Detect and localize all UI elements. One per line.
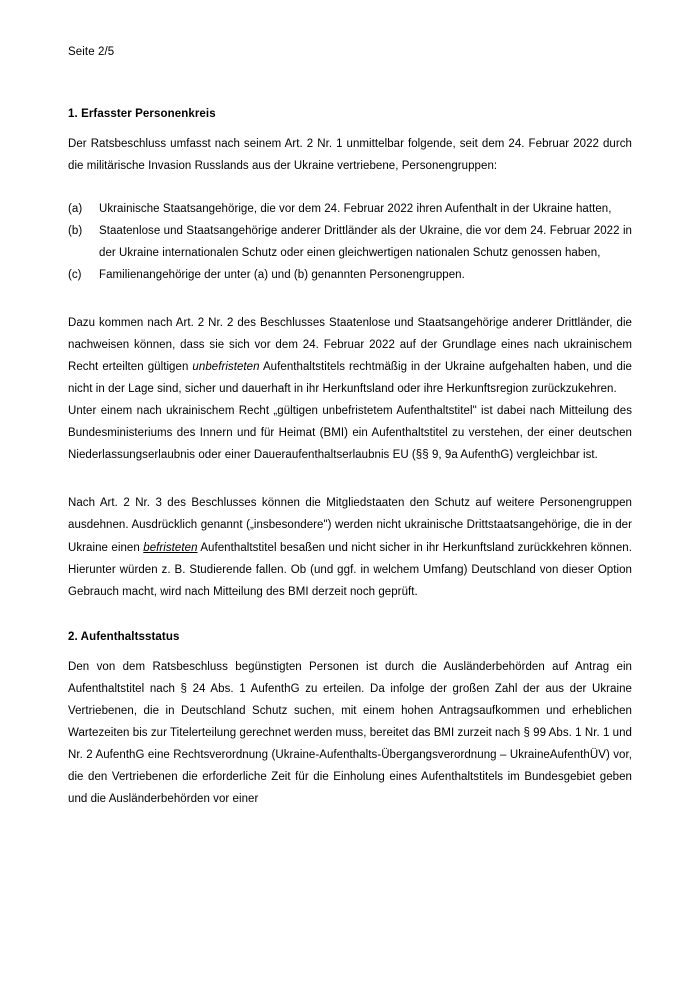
list-item <box>68 264 632 286</box>
list-item-label: Staatenlose und Staatsangehörige anderer Drittländer als der Ukraine, die vor dem 24. Februar 2022 in der Ukraine internationalen Schutz oder einen gleichwertigen nationalen Schutz genossen haben, <box>99 224 632 259</box>
list-item-marker: (b) <box>68 224 83 237</box>
section-1-paragraph-3: Unter einem nach ukrainischem Recht „gültigen unbefristetem Aufenthaltstitel" ist dabei nach Mitteilung des Bundesministeriums des Innern und für Heimat (BMI) ein Aufenthaltstitel zu verstehen, der einer deutschen Niederlassungserlaubnis oder einer Daueraufenthaltserlaubnis EU (§§ 9, 9a AufenthG) vergleichbar ist. <box>68 405 632 462</box>
list-item-label: Ukrainische Staatsangehörige, die vor dem 24. Februar 2022 ihren Aufenthalt in der Ukraine hatten, <box>99 202 612 215</box>
list-item-label: Familienangehörige der unter (a) und (b) genannten Personengruppen. <box>99 268 465 281</box>
paragraph-text-part: Dazu kommen nach Art. 2 Nr. 2 des Beschlusses Staatenlose und Staatsangehörige anderer Drittländer, die nachweisen können, dass sie sich vor dem 24. Februar 2022 auf der Grundlage eines nach ukrainischem Recht erteilten gültigen <box>68 316 632 373</box>
paragraph-text-part: Aufenthaltstitels rechtmäßig in der Ukraine aufgehalten haben, und die nicht in der Lage sind, sicher und dauerhaft in ihr Herkunftsland oder ihre Herkunftsregion zurückzukehren. <box>68 360 632 396</box>
spacer <box>68 466 632 492</box>
section-1-paragraph-4 <box>68 492 632 602</box>
emphasis-unbefristeten: unbefristeten <box>192 360 260 373</box>
section-heading-1: 1. Erfasster Personenkreis <box>68 108 216 121</box>
list-item <box>68 220 632 264</box>
list-item-marker: (c) <box>68 268 82 281</box>
spacer <box>68 603 632 629</box>
paragraph-text-part: Aufenthaltstitel besaßen und nicht sicher in ihr Herkunftsland zurückkehren können. Hierunter würden z. B. Studierende fallen. Ob (und ggf. in welchem Umfang) Deutschland von dieser Option Gebrauch macht, wird nach Mitteilung des BMI derzeit noch geprüft. <box>68 541 632 598</box>
page-marker: Seite 2/5 <box>68 46 115 58</box>
spacer <box>68 286 632 312</box>
section-1-intro-paragraph: Der Ratsbeschluss umfasst nach seinem Art. 2 Nr. 1 unmittelbar folgende, seit dem 24. Februar 2022 durch die militärische Invasion Russlands aus der Ukraine vertriebene, Personengruppen: <box>68 138 632 173</box>
spacer <box>68 178 632 198</box>
section-heading-2: 2. Aufenthaltsstatus <box>68 630 180 643</box>
list-item-marker: (a) <box>68 202 83 215</box>
section-1-paragraph-2 <box>68 312 632 400</box>
emphasis-befristeten: befristeten <box>143 541 198 554</box>
paragraph-text-part: Nach Art. 2 Nr. 3 des Beschlusses können die Mitgliedstaaten den Schutz auf weitere Personengruppen ausdehnen. Ausdrücklich genannt („insbesondere") werden nicht ukrainische Drittstaatsangehörige, die in der Ukraine einen <box>68 497 632 554</box>
section-2-paragraph-1: Den von dem Ratsbeschluss begünstigten Personen ist durch die Ausländerbehörden auf Antrag ein Aufenthaltstitel nach § 24 Abs. 1 AufenthG zu erteilen. Da infolge der großen Zahl der aus der Ukraine Vertriebenen, die in Deutschland Schutz suchen, mit einem hohen Antragsaufkommen und erheblichen Wartezeiten bis zur Titelerteilung gerechnet werden muss, bereitet das BMI zurzeit nach § 99 Abs. 1 Nr. 1 und Nr. 2 AufenthG eine Rechtsverordnung (Ukraine-Aufenthalts-Übergangsverordnung – UkraineAufenthÜV) vor, die den Vertriebenen die erforderliche Zeit für die Einholung eines Aufenthaltstitels im Bundesgebiet geben und die Ausländerbehörden vor einer <box>68 661 632 806</box>
list-item <box>68 198 632 220</box>
personengruppen-list <box>68 198 632 286</box>
